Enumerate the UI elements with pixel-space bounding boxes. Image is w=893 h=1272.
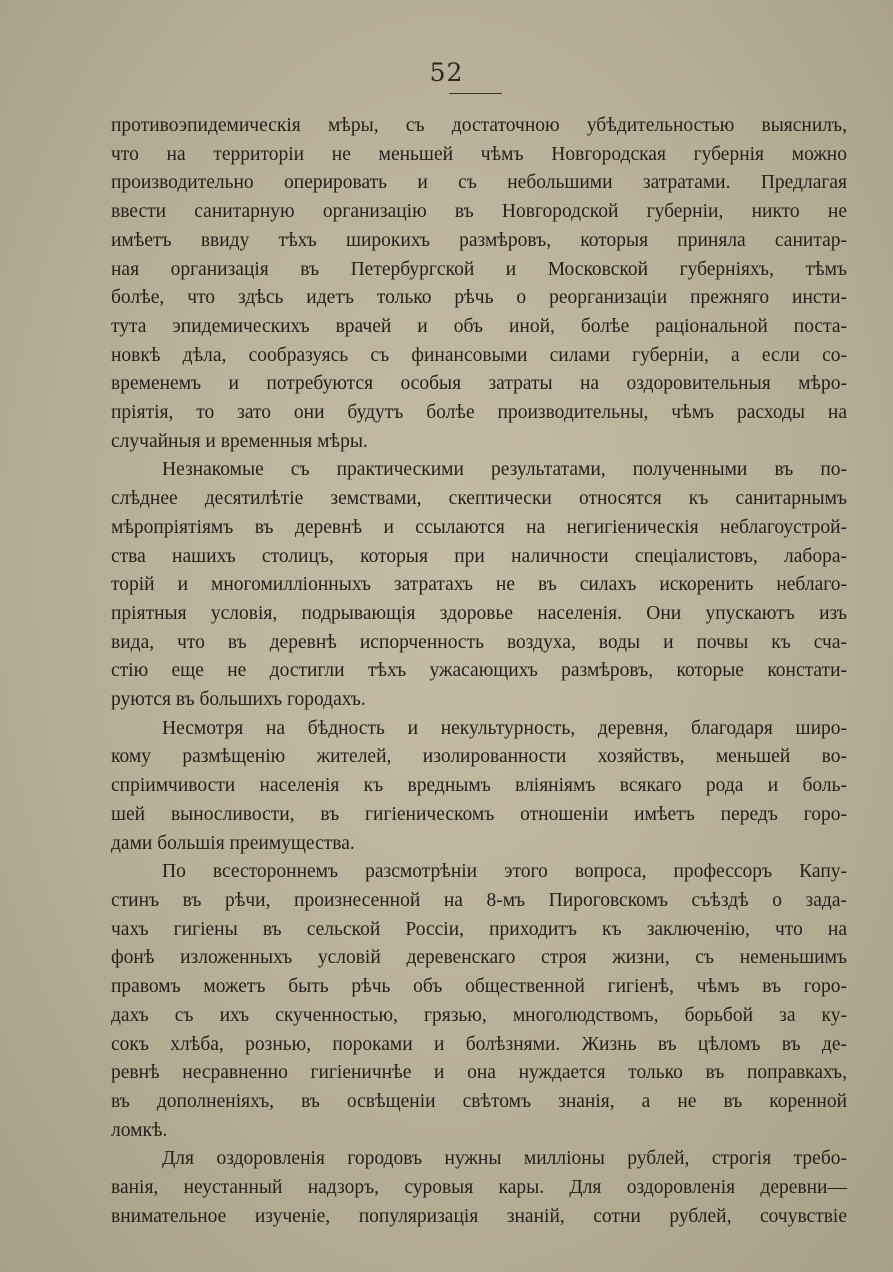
text-line: Для оздоровленія городовъ нужны милліоны рублей, строгія требо-: [162, 1148, 847, 1170]
text-line: Несмотря на бѣдность и некультурность, деревня, благодаря широ-: [162, 717, 847, 739]
text-line: временемъ и потребуются особыя затраты на оздоровительныя мѣро-: [111, 373, 847, 395]
text-line: что на территоріи не меньшей чѣмъ Новгородская губернія можно: [111, 143, 847, 165]
page-number-rule: [449, 93, 502, 94]
text-line: ная организація въ Петербургской и Московской губерніяхъ, тѣмъ: [111, 258, 847, 280]
text-line: сокъ хлѣба, рознью, пороками и болѣзнями. Жизнь въ цѣломъ въ де-: [111, 1033, 847, 1055]
text-line: торій и многомилліонныхъ затратахъ не въ силахъ искоренить неблаго-: [111, 574, 847, 596]
text-line: въ дополненіяхъ, въ освѣщеніи свѣтомъ знанія, а не въ коренной: [111, 1090, 847, 1112]
text-line: случайныя и временныя мѣры.: [111, 430, 368, 452]
text-line: стинъ въ рѣчи, произнесенной на 8-мъ Пироговскомъ съѣздѣ о зада-: [111, 889, 847, 911]
text-line: руются въ большихъ городахъ.: [111, 689, 366, 711]
text-line: По всестороннемъ разсмотрѣніи этого вопроса, профессоръ Капу-: [162, 861, 847, 883]
text-line: пріятія, то зато они будутъ болѣе производительны, чѣмъ расходы на: [111, 402, 847, 424]
text-line: ства нашихъ столицъ, которыя при наличности спеціалистовъ, лабора-: [111, 545, 847, 567]
text-line: противоэпидемическія мѣры, съ достаточною убѣдительностью выяснилъ,: [111, 115, 847, 136]
text-line: Незнакомые съ практическими результатами, полученными въ по-: [162, 459, 847, 481]
body-text: [111, 112, 847, 1231]
text-line: ванія, неустанный надзоръ, суровыя кары. Для оздоровленія деревни—: [111, 1177, 847, 1199]
text-line: имѣетъ ввиду тѣхъ широкихъ размѣровъ, которыя приняла санитар-: [111, 229, 847, 251]
text-line: производительно оперировать и съ небольшими затратами. Предлагая: [111, 172, 847, 194]
page-number: 52: [429, 58, 464, 87]
text-line: стію еще не достигли тѣхъ ужасающихъ размѣровъ, которые констати-: [111, 660, 847, 682]
text-line: ревнѣ несравненно гигіеничнѣе и она нуждается только въ поправкахъ,: [111, 1062, 847, 1084]
text-line: пріятныя условія, подрывающія здоровье населенія. Они упускаютъ изъ: [111, 602, 847, 624]
text-line: шей выносливости, въ гигіеническомъ отношеніи имѣетъ передъ горо-: [111, 803, 847, 825]
text-line: вида, что въ деревнѣ испорченность воздуха, воды и почвы къ сча-: [111, 631, 847, 653]
text-line: слѣднее десятилѣтіе земствами, скептически относятся къ санитарнымъ: [111, 488, 847, 510]
text-line: мѣропріятіямъ въ деревнѣ и ссылаются на негигіеническія неблагоустрой-: [111, 516, 847, 538]
text-line: новкѣ дѣла, сообразуясь съ финансовыми силами губерніи, а если со-: [111, 344, 847, 366]
text-line: кому размѣщенію жителей, изолированности хозяйствъ, меньшей во-: [111, 746, 847, 768]
text-line: болѣе, что здѣсь идетъ только рѣчь о реорганизаціи прежняго инсти-: [111, 287, 847, 309]
text-line: тута эпидемическихъ врачей и объ иной, болѣе раціональной поста-: [111, 315, 847, 337]
text-line: чахъ гигіены въ сельской Россіи, приходитъ къ заключенію, что на: [111, 918, 847, 940]
text-line: дахъ съ ихъ скученностью, грязью, многолюдствомъ, борьбой за ку-: [111, 1004, 847, 1026]
text-line: внимательное изученіе, популяризація знаній, сотни рублей, сочувствіе: [111, 1205, 847, 1227]
text-line: фонѣ изложенныхъ условій деревенскаго строя жизни, съ неменьшимъ: [111, 947, 847, 969]
text-line: ломкѣ.: [111, 1119, 168, 1141]
text-line: дами большія преимущества.: [111, 832, 355, 854]
text-line: ввести санитарную организацію въ Новгородской губерніи, никто не: [111, 201, 847, 223]
text-line: правомъ можетъ быть рѣчь объ общественной гигіенѣ, чѣмъ въ горо-: [111, 976, 847, 998]
text-line: спріимчивости населенія къ вреднымъ вліяніямъ всякаго рода и боль-: [111, 775, 847, 797]
